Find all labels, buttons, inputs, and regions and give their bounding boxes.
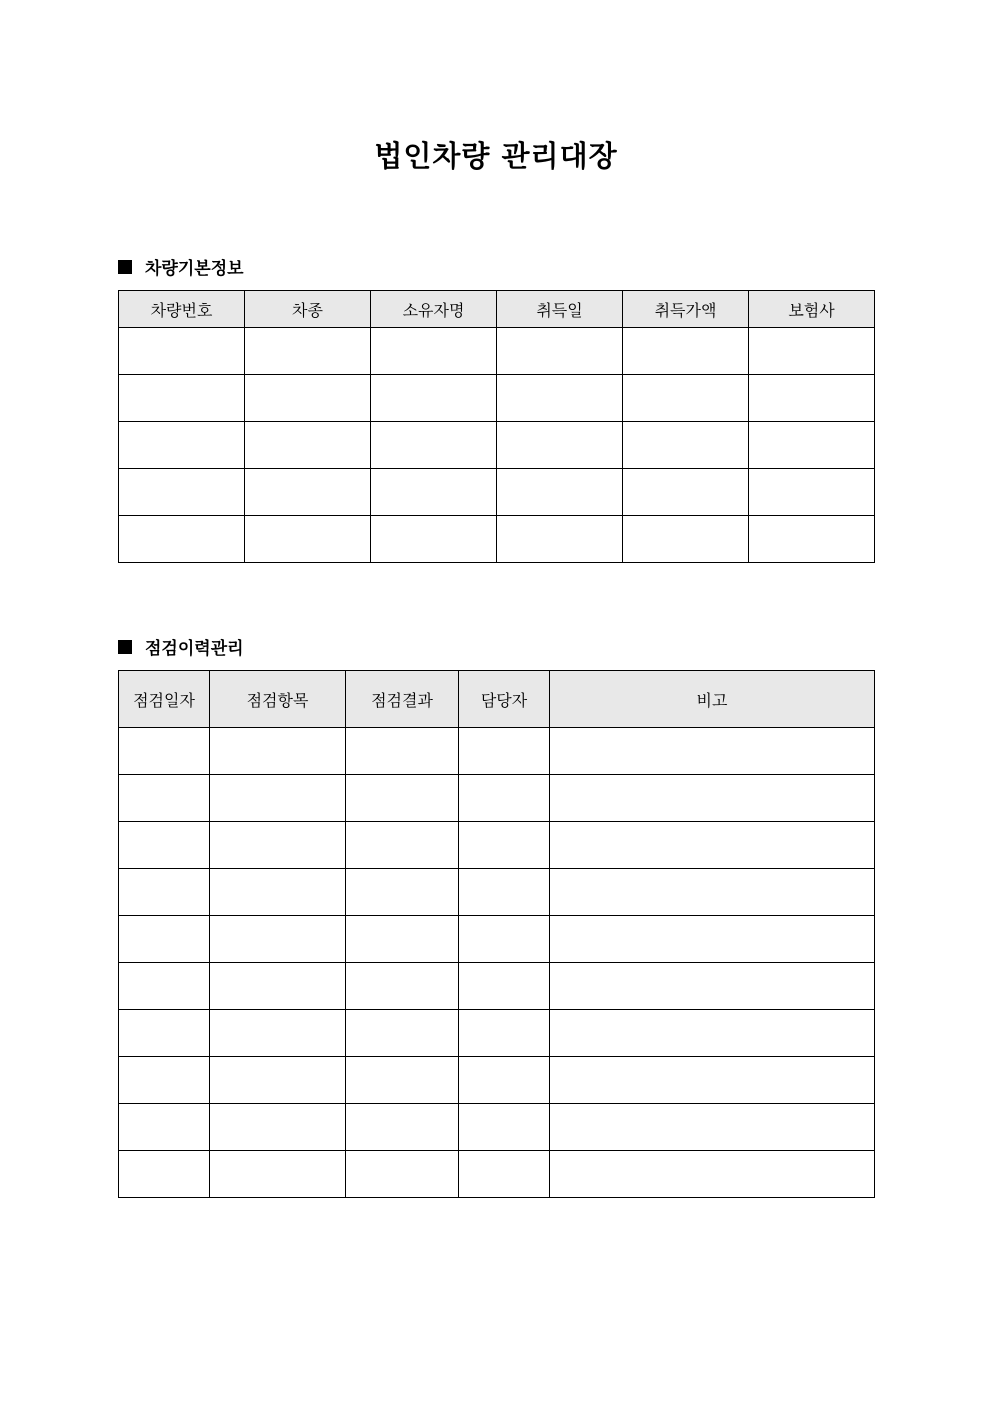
table-cell[interactable] xyxy=(459,728,550,775)
table-cell[interactable] xyxy=(119,328,245,375)
table-row xyxy=(119,1104,875,1151)
table-cell[interactable] xyxy=(245,375,371,422)
table-cell[interactable] xyxy=(119,1010,210,1057)
table-row xyxy=(119,1057,875,1104)
table-cell[interactable] xyxy=(346,1010,459,1057)
table-cell[interactable] xyxy=(119,469,245,516)
table-cell[interactable] xyxy=(371,422,497,469)
table-row xyxy=(119,916,875,963)
table-cell[interactable] xyxy=(119,375,245,422)
table-cell[interactable] xyxy=(371,516,497,563)
table-row xyxy=(119,822,875,869)
table-cell[interactable] xyxy=(459,1151,550,1198)
table-cell[interactable] xyxy=(346,1057,459,1104)
table-row xyxy=(119,469,875,516)
table-cell[interactable] xyxy=(550,1104,875,1151)
table-row xyxy=(119,963,875,1010)
table-row xyxy=(119,375,875,422)
table-cell[interactable] xyxy=(749,328,875,375)
table-cell[interactable] xyxy=(550,1057,875,1104)
column-header: 점검일자 xyxy=(119,671,210,728)
table-cell[interactable] xyxy=(550,1151,875,1198)
table-cell[interactable] xyxy=(245,516,371,563)
table-cell[interactable] xyxy=(623,516,749,563)
table-cell[interactable] xyxy=(346,1104,459,1151)
inspection-section-label: 점검이력관리 xyxy=(145,639,244,659)
table-cell[interactable] xyxy=(119,869,210,916)
square-bullet-icon xyxy=(118,260,132,274)
table-cell[interactable] xyxy=(346,869,459,916)
table-cell[interactable] xyxy=(210,1057,346,1104)
table-cell[interactable] xyxy=(459,963,550,1010)
table-row xyxy=(119,328,875,375)
table-row xyxy=(119,775,875,822)
table-cell[interactable] xyxy=(210,963,346,1010)
table-cell[interactable] xyxy=(210,728,346,775)
table-row xyxy=(119,1151,875,1198)
table-cell[interactable] xyxy=(497,469,623,516)
table-cell[interactable] xyxy=(497,422,623,469)
table-cell[interactable] xyxy=(459,1057,550,1104)
column-header: 차종 xyxy=(245,291,371,328)
table-cell[interactable] xyxy=(459,916,550,963)
square-bullet-icon xyxy=(118,640,132,654)
table-cell[interactable] xyxy=(623,469,749,516)
inspection-history-table xyxy=(118,670,875,1198)
table-cell[interactable] xyxy=(245,422,371,469)
table-cell[interactable] xyxy=(497,375,623,422)
column-header: 취득가액 xyxy=(623,291,749,328)
table-cell[interactable] xyxy=(210,1104,346,1151)
table-cell[interactable] xyxy=(550,916,875,963)
table-cell[interactable] xyxy=(550,822,875,869)
table-cell[interactable] xyxy=(210,869,346,916)
column-header: 비고 xyxy=(550,671,875,728)
table-cell[interactable] xyxy=(346,775,459,822)
column-header: 점검항목 xyxy=(210,671,346,728)
table-cell[interactable] xyxy=(550,963,875,1010)
table-cell[interactable] xyxy=(459,775,550,822)
table-cell[interactable] xyxy=(749,375,875,422)
table-cell[interactable] xyxy=(550,869,875,916)
table-cell[interactable] xyxy=(210,822,346,869)
table-cell[interactable] xyxy=(623,422,749,469)
table-cell[interactable] xyxy=(245,328,371,375)
table-cell[interactable] xyxy=(119,516,245,563)
table-cell[interactable] xyxy=(550,1010,875,1057)
table-cell[interactable] xyxy=(210,775,346,822)
table-cell[interactable] xyxy=(459,822,550,869)
table-cell[interactable] xyxy=(459,869,550,916)
table-row xyxy=(119,516,875,563)
vehicle-info-table xyxy=(118,290,875,563)
vehicle-section-heading xyxy=(118,254,244,279)
table-header-row xyxy=(119,671,875,728)
table-cell[interactable] xyxy=(749,422,875,469)
table-cell[interactable] xyxy=(346,916,459,963)
vehicle-section-label: 차량기본정보 xyxy=(145,259,244,279)
column-header: 취득일 xyxy=(497,291,623,328)
column-header: 점검결과 xyxy=(346,671,459,728)
table-cell[interactable] xyxy=(550,775,875,822)
table-row xyxy=(119,869,875,916)
table-cell[interactable] xyxy=(459,1104,550,1151)
table-row xyxy=(119,1010,875,1057)
table-cell[interactable] xyxy=(119,1104,210,1151)
table-cell[interactable] xyxy=(346,822,459,869)
table-cell[interactable] xyxy=(210,916,346,963)
table-cell[interactable] xyxy=(119,963,210,1010)
table-cell[interactable] xyxy=(371,328,497,375)
table-cell[interactable] xyxy=(346,1151,459,1198)
table-cell[interactable] xyxy=(497,328,623,375)
table-header-row xyxy=(119,291,875,328)
column-header: 소유자명 xyxy=(371,291,497,328)
table-cell[interactable] xyxy=(245,469,371,516)
table-cell[interactable] xyxy=(119,1057,210,1104)
table-cell[interactable] xyxy=(119,728,210,775)
table-cell[interactable] xyxy=(119,775,210,822)
table-cell[interactable] xyxy=(749,516,875,563)
table-cell[interactable] xyxy=(371,469,497,516)
inspection-section-heading xyxy=(118,634,244,659)
table-cell[interactable] xyxy=(119,1151,210,1198)
table-row xyxy=(119,422,875,469)
table-cell[interactable] xyxy=(346,728,459,775)
table-cell[interactable] xyxy=(550,728,875,775)
table-cell[interactable] xyxy=(623,328,749,375)
table-cell[interactable] xyxy=(119,822,210,869)
table-cell[interactable] xyxy=(119,422,245,469)
table-cell[interactable] xyxy=(210,1010,346,1057)
column-header: 차량번호 xyxy=(119,291,245,328)
column-header: 담당자 xyxy=(459,671,550,728)
table-cell[interactable] xyxy=(459,1010,550,1057)
table-cell[interactable] xyxy=(119,916,210,963)
table-cell[interactable] xyxy=(623,375,749,422)
document-title: 법인차량 관리대장 xyxy=(374,139,618,173)
table-cell[interactable] xyxy=(749,469,875,516)
table-cell[interactable] xyxy=(210,1151,346,1198)
table-cell[interactable] xyxy=(497,516,623,563)
table-cell[interactable] xyxy=(371,375,497,422)
table-cell[interactable] xyxy=(346,963,459,1010)
table-row xyxy=(119,728,875,775)
column-header: 보험사 xyxy=(749,291,875,328)
